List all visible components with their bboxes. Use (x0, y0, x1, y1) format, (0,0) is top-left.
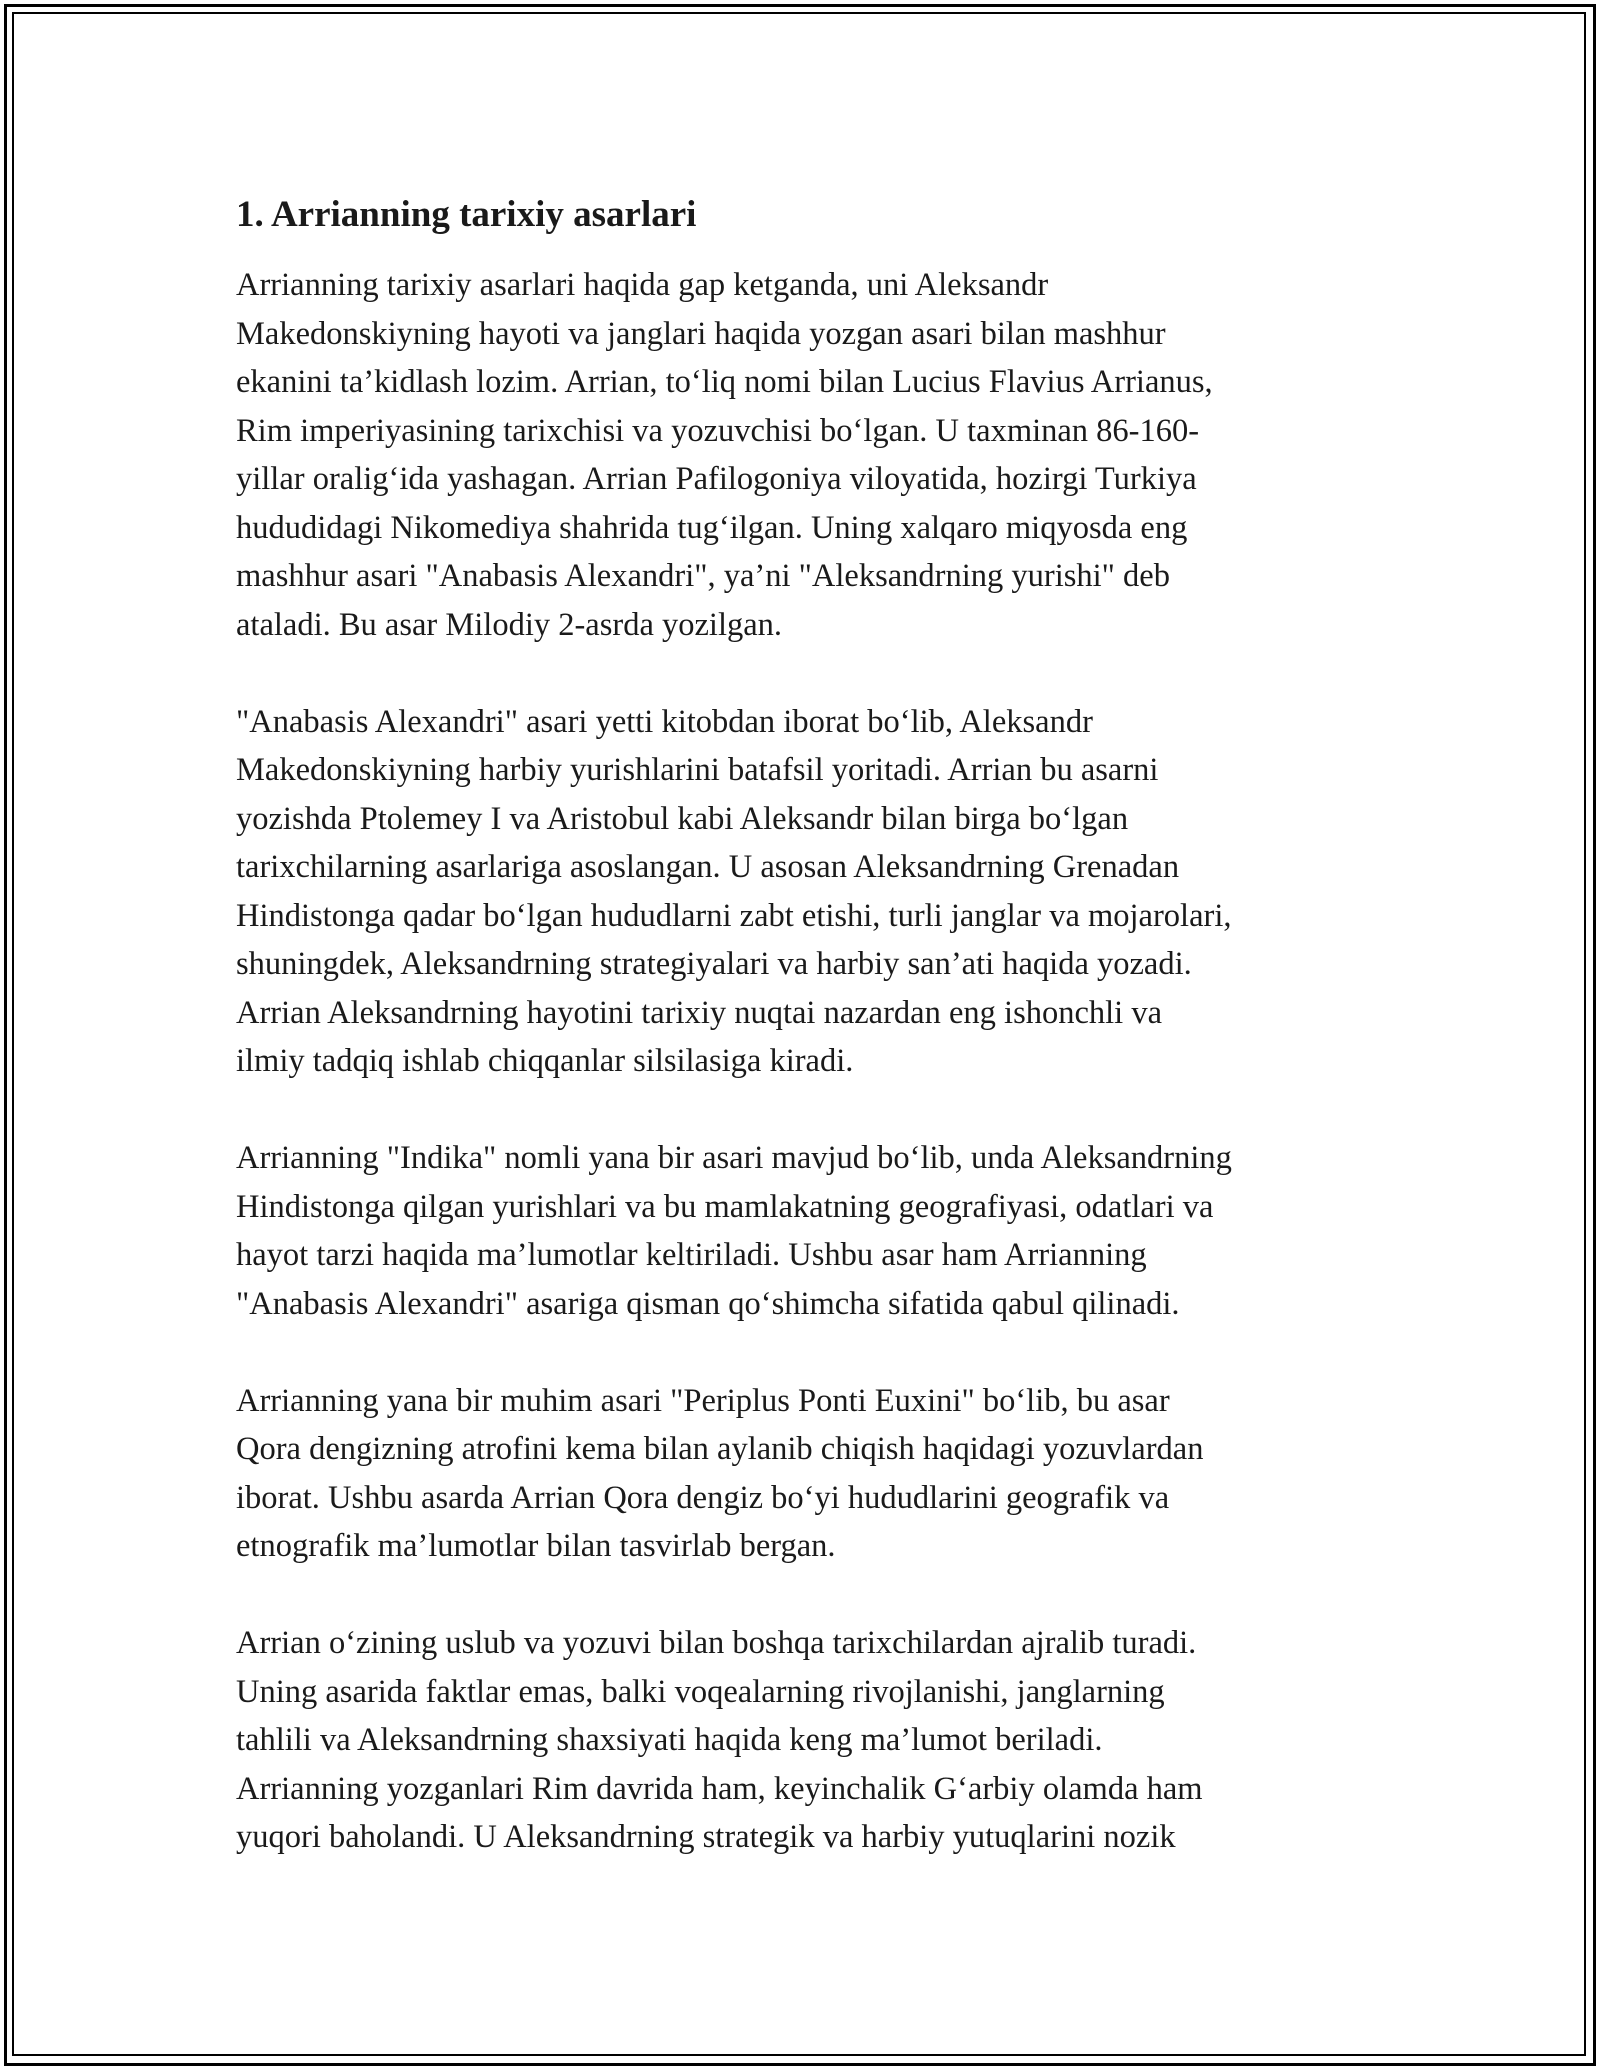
paragraph-line: Makedonskiyning harbiy yurishlarini batafsil yoritadi. Arrian bu asarni (236, 752, 1159, 788)
paragraph-line: yuqori baholandi. U Aleksandrning strategik va harbiy yutuqlarini nozik (236, 1819, 1176, 1855)
paragraph (236, 698, 1416, 1086)
paragraph (236, 1134, 1416, 1328)
paragraph-line: Qora dengizning atrofini kema bilan aylanib chiqish haqidagi yozuvlardan (236, 1431, 1204, 1467)
paragraph-line: Arrianning yana bir muhim asari "Periplus Ponti Euxini" bo‘lib, bu asar (236, 1382, 1170, 1419)
paragraph-line: Makedonskiyning hayoti va janglari haqida yozgan asari bilan mashhur (236, 315, 1166, 352)
paragraph-line: Hindistonga qilgan yurishlari va bu mamlakatning geografiyasi, odatlari va (236, 1188, 1214, 1225)
section-heading: 1. Arrianning tarixiy asarlari (236, 194, 697, 235)
paragraph-line: "Anabasis Alexandri" asari yetti kitobdan iborat bo‘lib, Aleksandr (236, 703, 1093, 740)
paragraph-line: ilmiy tadqiq ishlab chiqqanlar silsilasiga kiradi. (236, 1043, 854, 1079)
paragraph-line: tarixchilarning asarlariga asoslangan. U asosan Aleksandrning Grenadan (236, 849, 1180, 885)
paragraph (236, 261, 1416, 649)
paragraph-line: ataladi. Bu asar Milodiy 2-asrda yozilgan. (236, 606, 783, 643)
paragraph-line: Uning asarida faktlar emas, balki voqealarning rivojlanishi, janglarning (236, 1673, 1165, 1710)
paragraph-line: Hindistonga qadar bo‘lgan hududlarni zabt etishi, turli janglar va mojarolari, (236, 897, 1232, 934)
paragraph (236, 1377, 1416, 1571)
paragraph-line: yillar oralig‘ida yashagan. Arrian Pafilogoniya viloyatida, hozirgi Turkiya (236, 461, 1197, 497)
paragraph-line: etnografik ma’lumotlar bilan tasvirlab bergan. (236, 1528, 836, 1564)
paragraph-line: tahlili va Aleksandrning shaxsiyati haqida keng ma’lumot beriladi. (236, 1722, 1103, 1758)
paragraph-line: "Anabasis Alexandri" asariga qisman qo‘shimcha sifatida qabul qilinadi. (236, 1285, 1180, 1322)
paragraph-line: Arrianning yozganlari Rim davrida ham, keyinchalik G‘arbiy olamda ham (236, 1770, 1203, 1807)
paragraph-line: Arrianning tarixiy asarlari haqida gap ketganda, uni Aleksandr (236, 267, 1049, 303)
paragraph-line: mashhur asari "Anabasis Alexandri", ya’ni "Aleksandrning yurishi" deb (236, 558, 1170, 594)
paragraph-container (236, 261, 1416, 1862)
paragraph-line: Rim imperiyasining tarixchisi va yozuvchisi bo‘lgan. U taxminan 86-160- (236, 412, 1200, 449)
paragraph (236, 1619, 1416, 1862)
paragraph-line: hududidagi Nikomediya shahrida tug‘ilgan. Uning xalqaro miqyosda eng (236, 509, 1188, 546)
paragraph-line: Arrian o‘zining uslub va yozuvi bilan boshqa tarixchilardan ajralib turadi. (236, 1625, 1197, 1661)
paragraph-line: shuningdek, Aleksandrning strategiyalari va harbiy san’ati haqida yozadi. (236, 946, 1192, 982)
paragraph-line: iborat. Ushbu asarda Arrian Qora dengiz bo‘yi hududlarini geografik va (236, 1479, 1170, 1516)
paragraph-line: Arrian Aleksandrning hayotini tarixiy nuqtai nazardan eng ishonchli va (236, 994, 1162, 1031)
paragraph-line: ekanini ta’kidlash lozim. Arrian, to‘liq nomi bilan Lucius Flavius Arrianus, (236, 364, 1213, 400)
document-body (236, 188, 1416, 1910)
paragraph-line: Arrianning "Indika" nomli yana bir asari mavjud bo‘lib, unda Aleksandrning (236, 1140, 1232, 1176)
paragraph-line: yozishda Ptolemey I va Aristobul kabi Aleksandr bilan birga bo‘lgan (236, 800, 1129, 837)
paragraph-line: hayot tarzi haqida ma’lumotlar keltiriladi. Ushbu asar ham Arrianning (236, 1237, 1147, 1273)
